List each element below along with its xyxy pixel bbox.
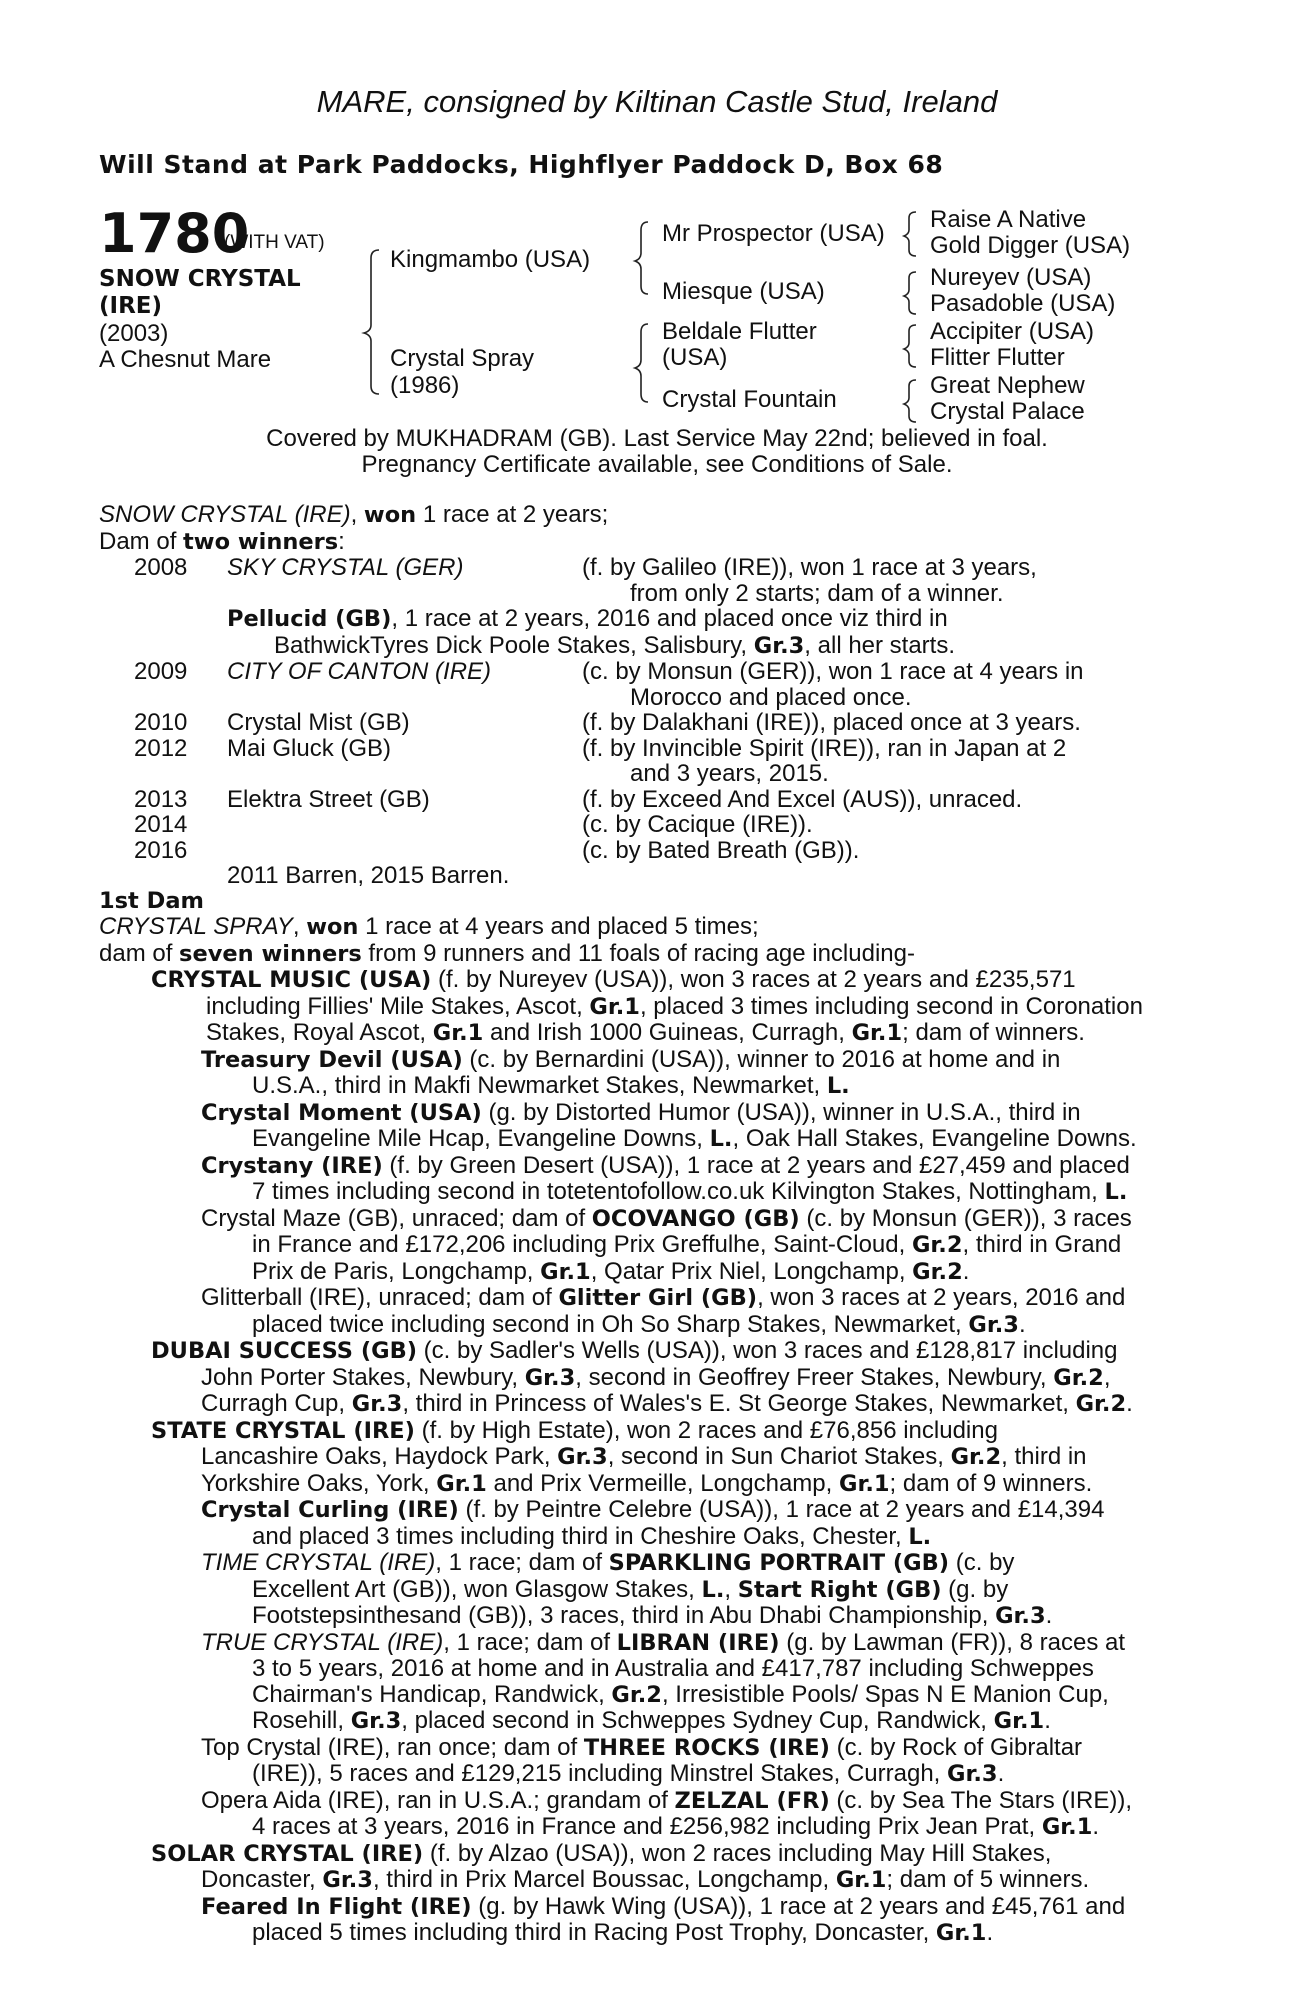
progeny-line: STATE CRYSTAL (IRE) (f. by High Estate), won 2 races and £76,856 including xyxy=(151,1416,998,1444)
progeny-line: 4 races at 3 years, 2016 in France and £256,982 including Prix Jean Prat, Gr.1. xyxy=(252,1813,1100,1840)
progeny-line: (IRE)), 5 races and £129,215 including Minstrel Stakes, Curragh, Gr.3. xyxy=(252,1760,1005,1787)
horse-name-line2: (IRE) xyxy=(99,293,163,319)
bracket-col3-3 xyxy=(904,325,916,367)
pedigree-dam-line2: (1986) xyxy=(390,372,460,399)
produce-row: 2009 CITY OF CANTON (IRE) (c. by Monsun (GER)), won 1 race at 4 years in xyxy=(134,658,1084,685)
produce-row-cont: and 3 years, 2015. xyxy=(630,760,829,787)
progeny-line: Crystal Curling (IRE) (f. by Peintre Celebre (USA)), 1 race at 2 years and £14,394 xyxy=(201,1496,1105,1523)
progeny-line: Opera Aida (IRE), ran in U.S.A.; grandam of ZELZAL (FR) (c. by Sea The Stars (IRE)), xyxy=(201,1786,1133,1814)
progeny-line: SOLAR CRYSTAL (IRE) (f. by Alzao (USA)), won 2 races including May Hill Stakes, xyxy=(151,1839,1052,1867)
first-dam-intro: CRYSTAL SPRAY, won 1 race at 4 years and placed 5 times; xyxy=(99,913,759,940)
pedigree-sire-dam: Miesque (USA) xyxy=(662,278,825,305)
progeny-line: in France and £172,206 including Prix Greffulhe, Saint-Cloud, Gr.2, third in Grand xyxy=(252,1231,1122,1258)
progeny-line: Crystal Moment (USA) (g. by Distorted Humor (USA)), winner in U.S.A., third in xyxy=(201,1098,1081,1126)
bracket-col2-bot xyxy=(635,324,648,402)
consignment-line: MARE, consigned by Kiltinan Castle Stud, Ireland xyxy=(316,84,998,119)
pedigree-g1: Raise A Native xyxy=(930,206,1087,233)
pedigree-dam-line1: Crystal Spray xyxy=(390,345,535,372)
produce-row: 2013 Elektra Street (GB) (f. by Exceed And Excel (AUS)), unraced. xyxy=(134,785,1023,813)
mare-record-line: SNOW CRYSTAL (IRE), won 1 race at 2 years; xyxy=(99,501,609,528)
bracket-col3-1 xyxy=(904,212,916,256)
pedigree-dam-sire-line2: (USA) xyxy=(662,344,728,371)
progeny-line: Doncaster, Gr.3, third in Prix Marcel Boussac, Longchamp, Gr.1; dam of 5 winners. xyxy=(201,1866,1090,1893)
first-dam-heading: 1st Dam xyxy=(99,887,204,914)
covering-note: Covered by MUKHADRAM (GB). Last Service May 22nd; believed in foal. xyxy=(266,425,1048,452)
progeny-line: Chairman's Handicap, Randwick, Gr.2, Irresistible Pools/ Spas N E Manion Cup, xyxy=(252,1680,1109,1708)
stand-location: Will Stand at Park Paddocks, Highflyer Paddock D, Box 68 xyxy=(99,150,944,179)
pedigree-g3: Nureyev (USA) xyxy=(930,264,1092,291)
bracket-col2-top xyxy=(635,222,648,294)
progeny-line: Evangeline Mile Hcap, Evangeline Downs, L., Oak Hall Stakes, Evangeline Downs. xyxy=(252,1125,1137,1152)
progeny-line: Excellent Art (GB)), won Glasgow Stakes, L., Start Right (GB) (g. by xyxy=(252,1575,1009,1603)
progeny-line: Curragh Cup, Gr.3, third in Princess of Wales's E. St George Stakes, Newmarket, Gr.2. xyxy=(201,1390,1133,1417)
pedigree-g2: Gold Digger (USA) xyxy=(930,232,1131,259)
pedigree-dam-dam: Crystal Fountain xyxy=(662,386,837,413)
first-dam-dam-of: dam of seven winners from 9 runners and 11 foals of racing age including- xyxy=(99,939,915,967)
progeny-line: Yorkshire Oaks, York, Gr.1 and Prix Vermeille, Longchamp, Gr.1; dam of 9 winners. xyxy=(201,1469,1093,1497)
progeny-line: Crystany (IRE) (f. by Green Desert (USA)), 1 race at 2 years and £27,459 and placed xyxy=(201,1151,1130,1179)
produce-row: 2016 (c. by Bated Breath (GB)). xyxy=(134,836,860,864)
vat-label: (WITH VAT) xyxy=(224,232,325,253)
progeny-line: Feared In Flight (IRE) (g. by Hawk Wing (USA)), 1 race at 2 years and £45,761 and xyxy=(201,1892,1126,1920)
mare-dam-of-line: Dam of two winners: xyxy=(99,527,345,555)
progeny-line: including Fillies' Mile Stakes, Ascot, Gr.1, placed 3 times including second in Coronation xyxy=(206,992,1143,1020)
pedigree-g4: Pasadoble (USA) xyxy=(930,290,1116,317)
produce-row: 2008 SKY CRYSTAL (GER) (f. by Galileo (IRE)), won 1 race at 3 years, xyxy=(134,554,1037,581)
progeny-line: Treasury Devil (USA) (c. by Bernardini (USA)), winner to 2016 at home and in xyxy=(201,1045,1061,1073)
progeny-line: Crystal Maze (GB), unraced; dam of OCOVANGO (GB) (c. by Monsun (GER)), 3 races xyxy=(201,1204,1132,1232)
progeny-line: Glitterball (IRE), unraced; dam of Glitter Girl (GB), won 3 races at 2 years, 2016 and xyxy=(201,1284,1126,1311)
produce-row: 2014 (c. by Cacique (IRE)). xyxy=(134,811,813,838)
pedigree-g6: Flitter Flutter xyxy=(930,344,1065,371)
produce-row: 2012 Mai Gluck (GB) (f. by Invincible Spirit (IRE)), ran in Japan at 2 xyxy=(134,734,1067,762)
progeny-line: Lancashire Oaks, Haydock Park, Gr.3, second in Sun Chariot Stakes, Gr.2, third in xyxy=(201,1443,1087,1470)
horse-name-line1: SNOW CRYSTAL xyxy=(99,266,301,292)
produce-row-cont: from only 2 starts; dam of a winner. xyxy=(630,579,1004,607)
bracket-col1 xyxy=(364,250,379,394)
progeny-line: Top Crystal (IRE), ran once; dam of THREE ROCKS (IRE) (c. by Rock of Gibraltar xyxy=(201,1733,1083,1761)
pedigree-sire: Kingmambo (USA) xyxy=(390,246,591,273)
bracket-col3-4 xyxy=(904,380,916,422)
progeny-line: Stakes, Royal Ascot, Gr.1 and Irish 1000 Guineas, Curragh, Gr.1; dam of winners. xyxy=(206,1019,1085,1046)
lot-number: 1780 xyxy=(99,202,250,265)
progeny-line: TRUE CRYSTAL (IRE), 1 race; dam of LIBRAN (IRE) (g. by Lawman (FR)), 8 races at xyxy=(201,1628,1126,1656)
progeny-line: DUBAI SUCCESS (GB) (c. by Sadler's Wells (USA)), won 3 races and £128,817 including xyxy=(151,1337,1118,1364)
pedigree-g5: Accipiter (USA) xyxy=(930,318,1095,345)
progeny-line: placed 5 times including third in Racing Post Trophy, Doncaster, Gr.1. xyxy=(252,1919,994,1946)
pedigree-brackets xyxy=(0,0,1314,440)
produce-row-cont: Morocco and placed once. xyxy=(630,683,912,711)
produce-subrow: Pellucid (GB), 1 race at 2 years, 2016 and placed once viz third in xyxy=(227,605,948,632)
progeny-line: 3 to 5 years, 2016 at home and in Australia and £417,787 including Schweppes xyxy=(252,1655,1094,1682)
progeny-line: Prix de Paris, Longchamp, Gr.1, Qatar Prix Niel, Longchamp, Gr.2. xyxy=(252,1257,970,1285)
progeny-line: Rosehill, Gr.3, placed second in Schweppes Sydney Cup, Randwick, Gr.1. xyxy=(252,1707,1051,1734)
progeny-line: placed twice including second in Oh So Sharp Stakes, Newmarket, Gr.3. xyxy=(252,1310,1026,1338)
pedigree-sire-sire: Mr Prospector (USA) xyxy=(662,220,885,247)
produce-row: 2010 Crystal Mist (GB) (f. by Dalakhani (IRE)), placed once at 3 years. xyxy=(134,709,1081,736)
progeny-line: Footstepsinthesand (GB)), 3 races, third in Abu Dhabi Championship, Gr.3. xyxy=(252,1602,1053,1629)
progeny-line: U.S.A., third in Makfi Newmarket Stakes, Newmarket, L. xyxy=(252,1072,850,1099)
produce-subrow-cont: BathwickTyres Dick Poole Stakes, Salisbury, Gr.3, all her starts. xyxy=(274,631,956,659)
progeny-line: TIME CRYSTAL (IRE), 1 race; dam of SPARKLING PORTRAIT (GB) (c. by xyxy=(201,1549,1015,1576)
progeny-line: CRYSTAL MUSIC (USA) (f. by Nureyev (USA)), won 3 races at 2 years and £235,571 xyxy=(151,966,1076,993)
page-body xyxy=(99,502,1209,1947)
barren-years: 2011 Barren, 2015 Barren. xyxy=(227,862,510,889)
pedigree-g8: Crystal Palace xyxy=(930,398,1085,425)
pedigree-dam-sire-line1: Beldale Flutter xyxy=(662,318,817,345)
pedigree-g7: Great Nephew xyxy=(930,372,1085,399)
horse-description: A Chesnut Mare xyxy=(99,346,272,373)
foaling-year: (2003) xyxy=(99,320,169,347)
bracket-col3-2 xyxy=(904,272,916,314)
progeny-line: John Porter Stakes, Newbury, Gr.3, second in Geoffrey Freer Stakes, Newbury, Gr.2, xyxy=(201,1363,1111,1391)
progeny-line: 7 times including second in totetentofollow.co.uk Kilvington Stakes, Nottingham, L. xyxy=(252,1178,1128,1205)
progeny-line: and placed 3 times including third in Cheshire Oaks, Chester, L. xyxy=(252,1522,932,1550)
pregnancy-note: Pregnancy Certificate available, see Conditions of Sale. xyxy=(361,451,953,478)
